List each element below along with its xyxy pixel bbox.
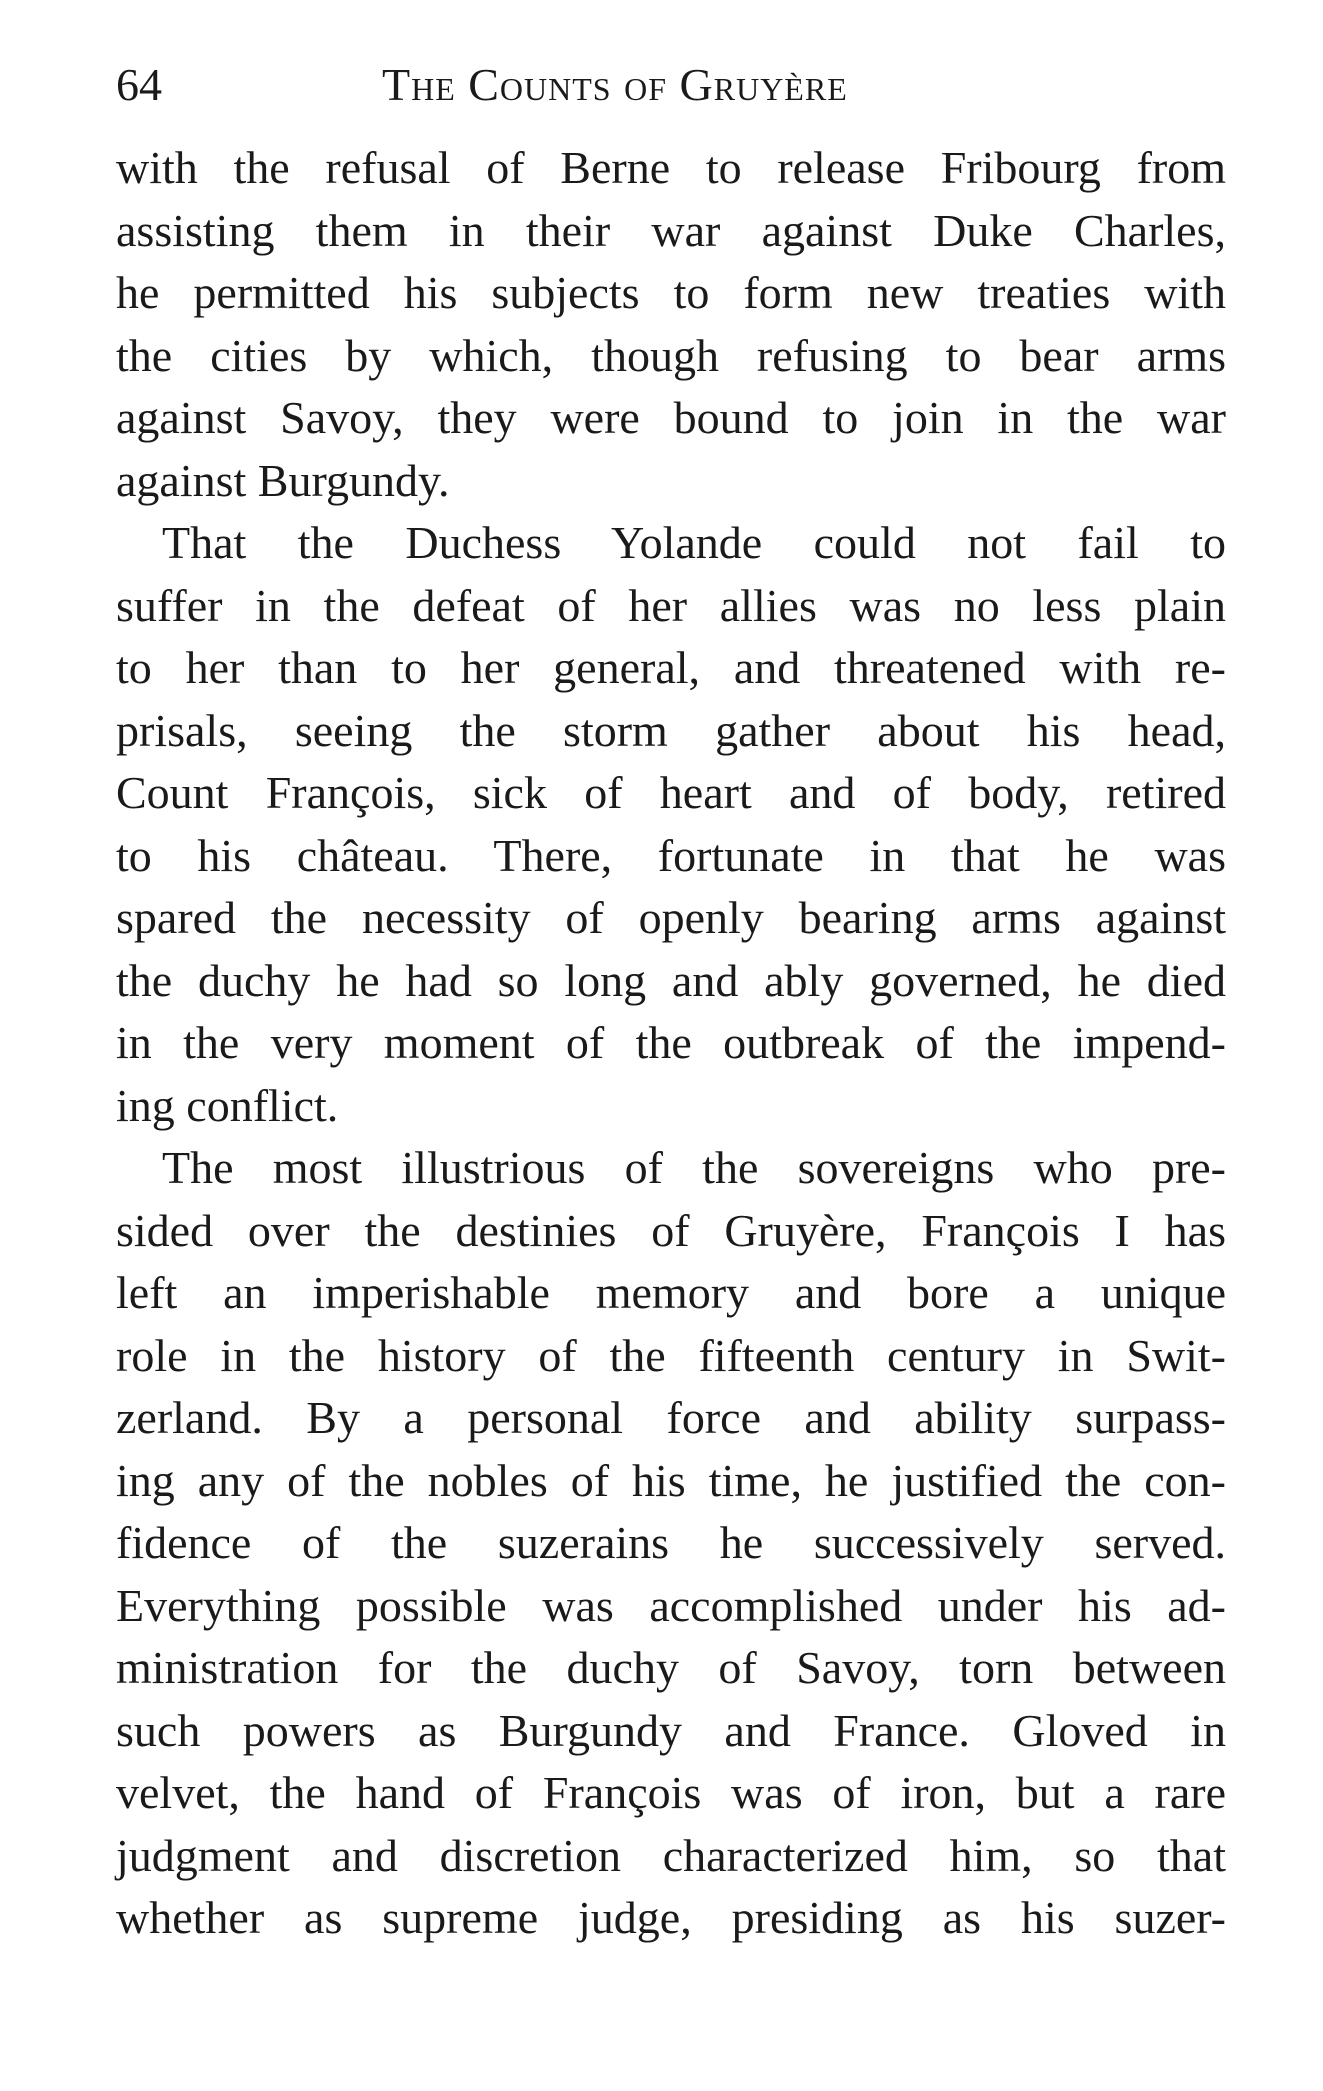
text-line: ing any of the nobles of his time, he justified the con- <box>116 1454 1226 1506</box>
text-line: whether as supreme judge, presiding as his suzer- <box>116 1892 1226 1943</box>
text-line: against Burgundy. <box>116 454 450 506</box>
text-line: ministration for the duchy of Savoy, torn between <box>116 1642 1226 1693</box>
text-line: zerland. By a personal force and ability surpass- <box>116 1392 1226 1443</box>
text-line: ing conflict. <box>116 1079 339 1131</box>
text-line: Everything possible was accomplished under his ad- <box>116 1579 1226 1631</box>
text-line: suffer in the defeat of her allies was no less plain <box>116 579 1226 631</box>
page-number: 64 <box>116 59 162 110</box>
text-line: The most illustrious of the sovereigns who pre- <box>162 1142 1226 1193</box>
text-line: to his château. There, fortunate in that he was <box>116 829 1226 881</box>
text-line: in the very moment of the outbreak of the impend- <box>116 1017 1226 1068</box>
text-line: prisals, seeing the storm gather about his head, <box>116 704 1226 756</box>
text-line: judgment and discretion characterized him, so that <box>116 1829 1226 1881</box>
running-head: The Counts of Gruyère <box>382 59 848 110</box>
text-line: sided over the destinies of Gruyère, François I has <box>116 1204 1226 1256</box>
text-line: That the Duchess Yolande could not fail to <box>162 517 1226 568</box>
text-line: assisting them in their war against Duke Charles, <box>116 204 1226 256</box>
text-line: he permitted his subjects to form new treaties with <box>116 267 1226 318</box>
text-line: against Savoy, they were bound to join in the war <box>116 392 1226 443</box>
text-line: to her than to her general, and threatened with re- <box>116 642 1226 693</box>
text-line: Count François, sick of heart and of body, retired <box>116 767 1226 818</box>
text-line: velvet, the hand of François was of iron, but a rare <box>116 1767 1226 1818</box>
body-text <box>116 137 1226 1950</box>
text-line: the duchy he had so long and ably governed, he died <box>116 954 1226 1006</box>
text-line: spared the necessity of openly bearing arms against <box>116 892 1226 943</box>
page-header <box>116 50 1226 120</box>
text-line: fidence of the suzerains he successively served. <box>116 1517 1226 1568</box>
text-line: such powers as Burgundy and France. Gloved in <box>116 1704 1226 1756</box>
text-line: with the refusal of Berne to release Fribourg from <box>116 142 1226 193</box>
text-line: the cities by which, though refusing to bear arms <box>116 329 1226 381</box>
text-line: left an imperishable memory and bore a unique <box>116 1267 1226 1318</box>
text-line: role in the history of the fifteenth century in Swit- <box>116 1329 1226 1381</box>
